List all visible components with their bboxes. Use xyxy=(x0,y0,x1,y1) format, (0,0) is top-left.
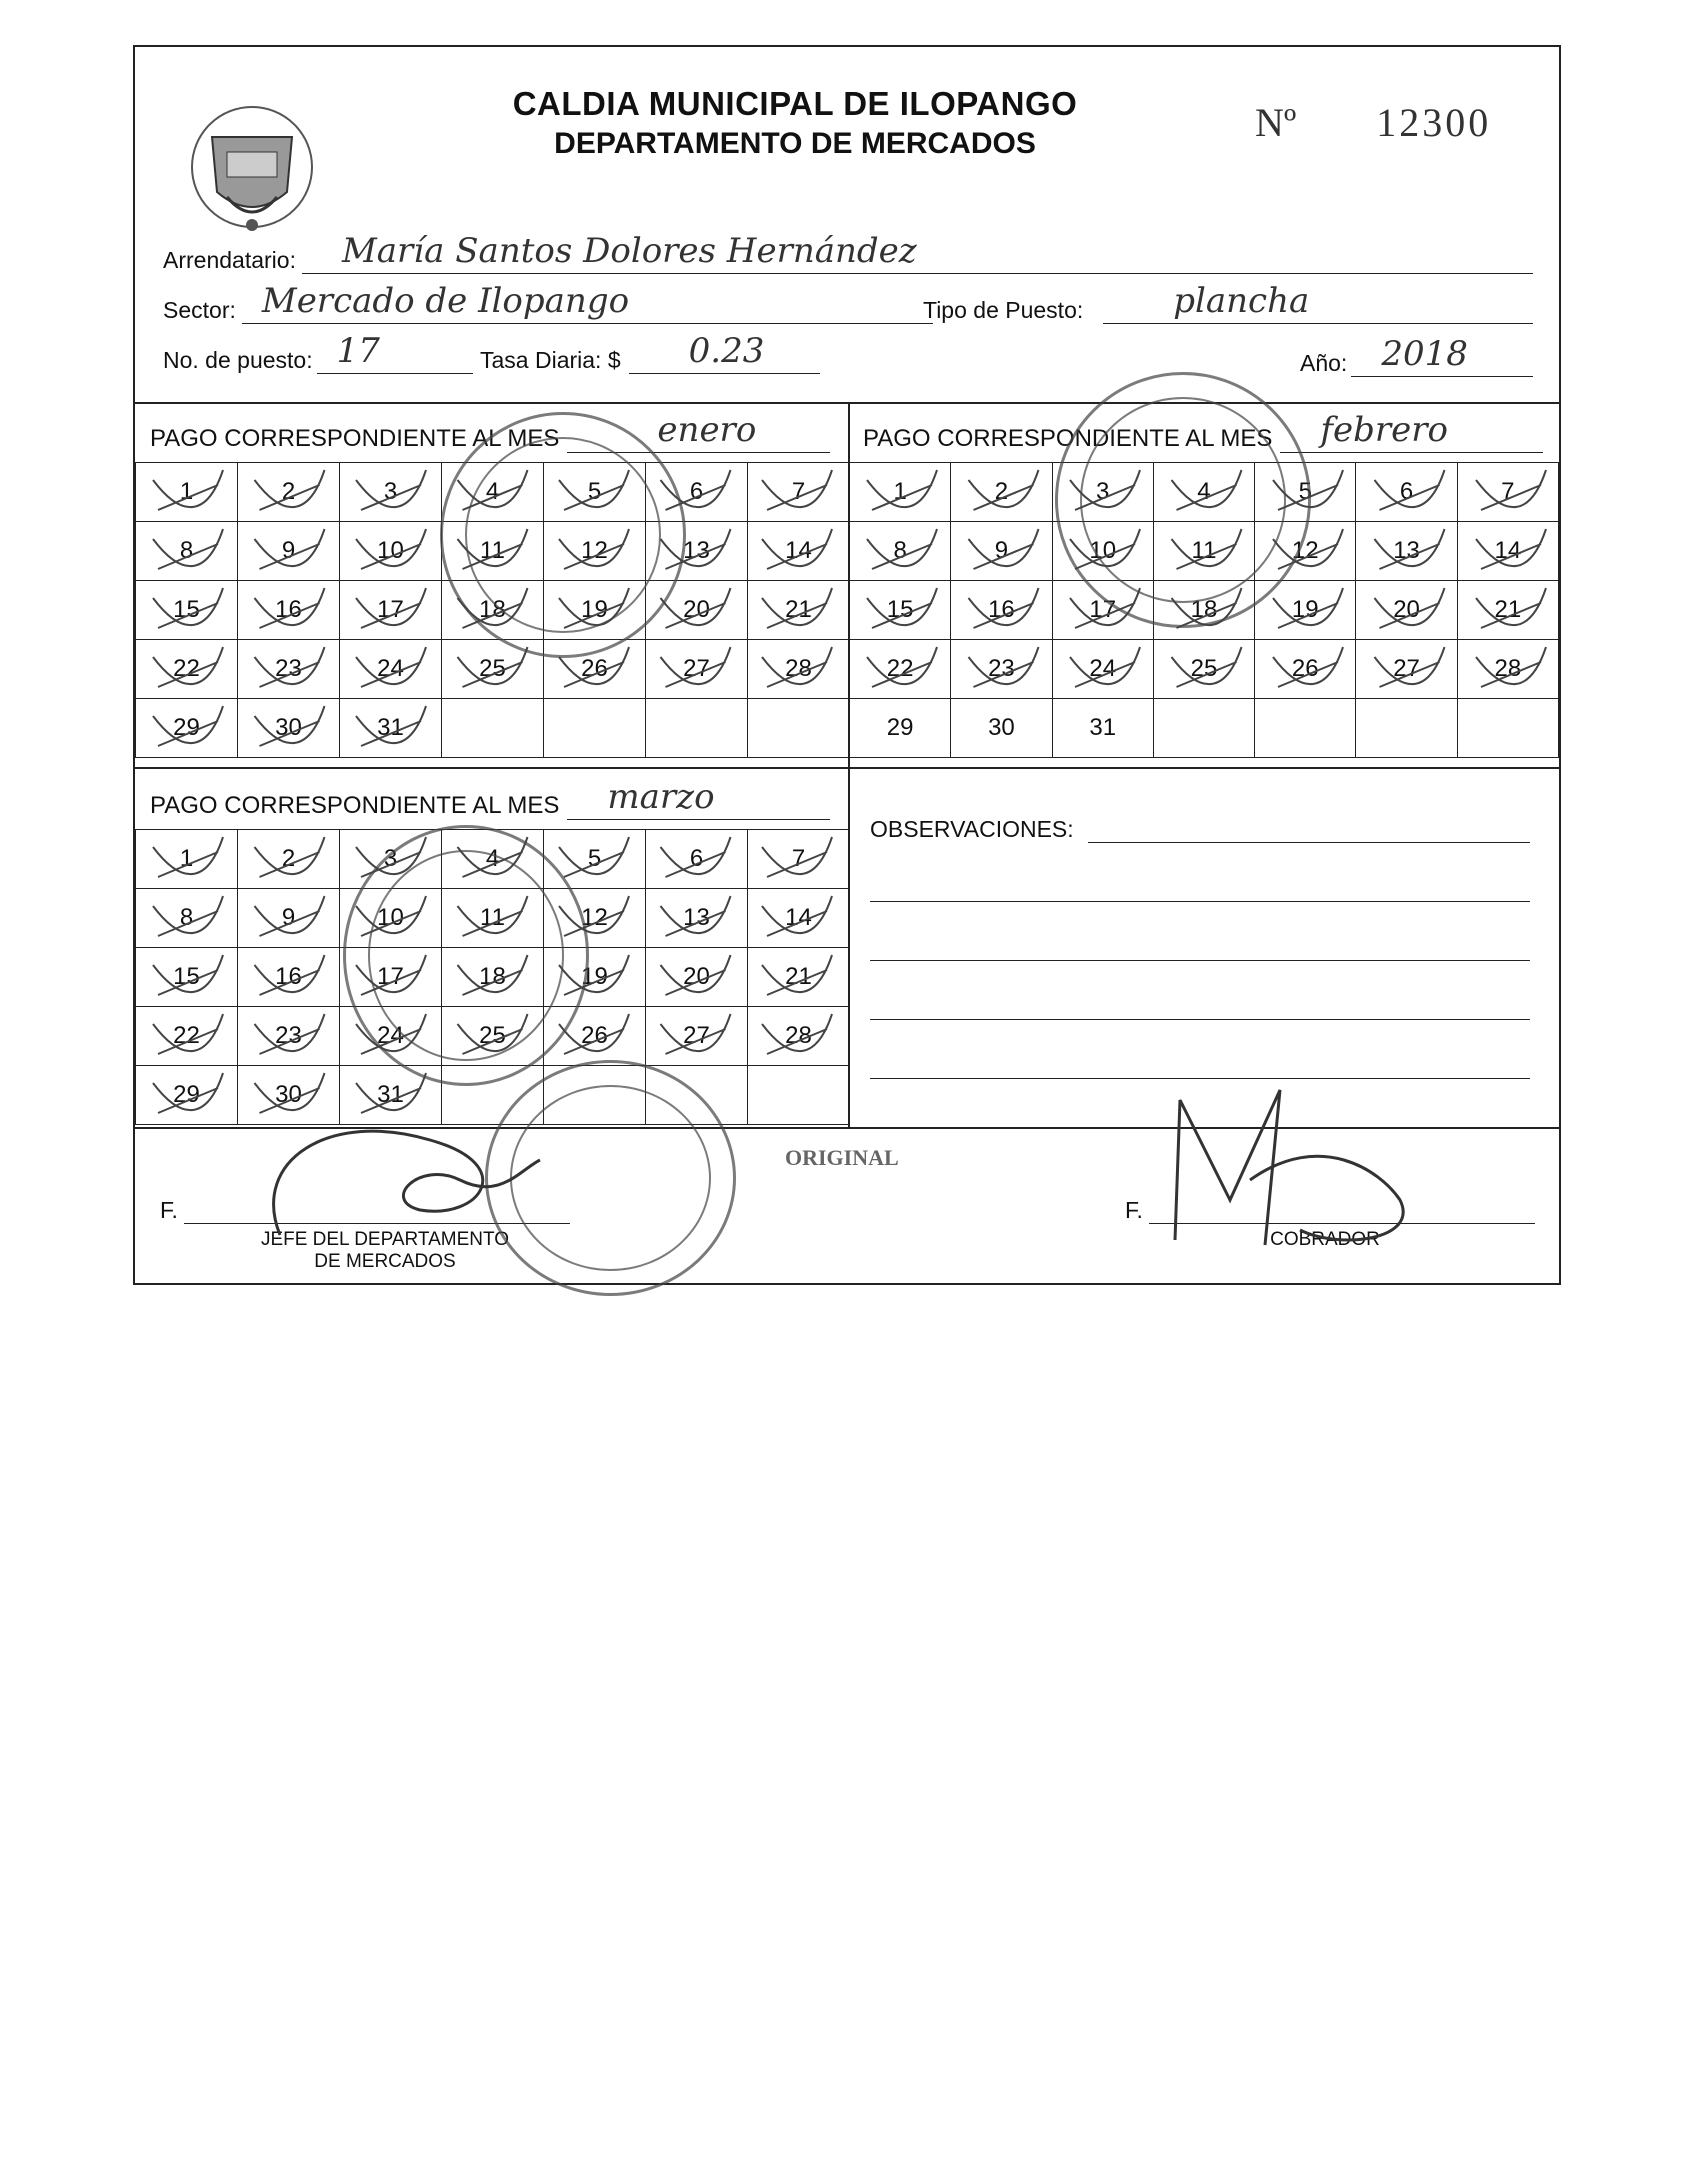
arrendatario-label: Arrendatario: xyxy=(163,247,296,273)
stamp-cancelado-2-icon xyxy=(1055,372,1311,628)
day-cell-2-18[interactable]: 18 xyxy=(1153,581,1254,640)
day-cell-2-31[interactable]: 31 xyxy=(1052,699,1153,758)
day-cell-1-empty[interactable] xyxy=(646,699,748,758)
day-cell-3-8[interactable]: 8 xyxy=(136,889,238,948)
month-value-3: marzo xyxy=(607,777,715,817)
day-cell-2-6[interactable]: 6 xyxy=(1356,463,1457,522)
day-cell-3-29[interactable]: 29 xyxy=(136,1066,238,1125)
day-cell-3-13[interactable]: 13 xyxy=(646,889,748,948)
day-cell-1-3[interactable]: 3 xyxy=(340,463,442,522)
day-cell-2-20[interactable]: 20 xyxy=(1356,581,1457,640)
day-cell-2-14[interactable]: 14 xyxy=(1457,522,1558,581)
day-cell-1-12[interactable]: 12 xyxy=(544,522,646,581)
divider-bottom xyxy=(135,1127,1559,1129)
divider-top xyxy=(135,402,1559,404)
day-cell-2-2[interactable]: 2 xyxy=(951,463,1052,522)
arrendatario-value: María Santos Dolores Hernández xyxy=(341,231,917,271)
day-cell-1-empty[interactable] xyxy=(442,699,544,758)
day-cell-1-10[interactable]: 10 xyxy=(340,522,442,581)
observaciones-field-4[interactable] xyxy=(870,961,1530,1020)
stamp-cancelado-1-icon xyxy=(440,412,686,658)
day-cell-3-22[interactable]: 22 xyxy=(136,1007,238,1066)
observaciones-field-5[interactable] xyxy=(870,1020,1530,1079)
anio-row xyxy=(1300,334,1533,377)
day-cell-1-7[interactable]: 7 xyxy=(748,463,850,522)
day-cell-1-23[interactable]: 23 xyxy=(238,640,340,699)
day-cell-3-10[interactable]: 10 xyxy=(340,889,442,948)
puesto-value: 17 xyxy=(336,331,380,371)
day-cell-1-2[interactable]: 2 xyxy=(238,463,340,522)
day-cell-1-18[interactable]: 18 xyxy=(442,581,544,640)
observaciones-field-3[interactable] xyxy=(870,902,1530,961)
divider-middle xyxy=(135,767,1559,769)
jefe-caption-2: DE MERCADOS xyxy=(314,1251,456,1272)
day-cell-2-11[interactable]: 11 xyxy=(1153,522,1254,581)
day-cell-1-11[interactable]: 11 xyxy=(442,522,544,581)
day-cell-3-4[interactable]: 4 xyxy=(442,830,544,889)
day-cell-2-24[interactable]: 24 xyxy=(1052,640,1153,699)
observaciones-field-2[interactable] xyxy=(870,843,1530,902)
day-cell-2-3[interactable]: 3 xyxy=(1052,463,1153,522)
arrendatario-field[interactable] xyxy=(302,231,1533,274)
number-value: 12300 xyxy=(1376,100,1492,145)
month-label-3 xyxy=(150,777,830,820)
day-cell-2-16[interactable]: 16 xyxy=(951,581,1052,640)
day-cell-2-22[interactable]: 22 xyxy=(850,640,951,699)
day-cell-2-empty[interactable] xyxy=(1255,699,1356,758)
day-cell-3-28[interactable]: 28 xyxy=(748,1007,850,1066)
day-cell-1-4[interactable]: 4 xyxy=(442,463,544,522)
tasa-row xyxy=(480,331,820,374)
observaciones-label: OBSERVACIONES: xyxy=(870,816,1074,842)
tasa-label: Tasa Diaria: $ xyxy=(480,347,621,373)
number-label: Nº xyxy=(1255,100,1297,145)
tipo-value: plancha xyxy=(1173,281,1310,321)
day-cell-3-16[interactable]: 16 xyxy=(238,948,340,1007)
day-cell-1-30[interactable]: 30 xyxy=(238,699,340,758)
day-cell-1-22[interactable]: 22 xyxy=(136,640,238,699)
day-cell-1-6[interactable]: 6 xyxy=(646,463,748,522)
day-cell-1-20[interactable]: 20 xyxy=(646,581,748,640)
day-cell-1-9[interactable]: 9 xyxy=(238,522,340,581)
month-field-2[interactable] xyxy=(1280,410,1543,453)
day-cell-1-24[interactable]: 24 xyxy=(340,640,442,699)
day-cell-3-23[interactable]: 23 xyxy=(238,1007,340,1066)
day-cell-3-3[interactable]: 3 xyxy=(340,830,442,889)
day-cell-1-19[interactable]: 19 xyxy=(544,581,646,640)
municipal-seal-icon xyxy=(187,97,317,237)
day-cell-3-19[interactable]: 19 xyxy=(544,948,646,1007)
day-cell-2-4[interactable]: 4 xyxy=(1153,463,1254,522)
day-cell-1-17[interactable]: 17 xyxy=(340,581,442,640)
observaciones-field-1[interactable] xyxy=(1088,816,1530,843)
municipality-title: CALDIA MUNICIPAL DE ILOPANGO xyxy=(512,85,1078,122)
day-cell-1-1[interactable]: 1 xyxy=(136,463,238,522)
jefe-caption xyxy=(235,1229,535,1273)
day-cell-3-17[interactable]: 17 xyxy=(340,948,442,1007)
month-label-text-2: PAGO CORRESPONDIENTE AL MES xyxy=(863,425,1273,452)
day-cell-1-empty[interactable] xyxy=(544,699,646,758)
day-cell-2-29[interactable]: 29 xyxy=(850,699,951,758)
observaciones-row xyxy=(870,807,1530,843)
jefe-caption-1: JEFE DEL DEPARTAMENTO xyxy=(260,1229,510,1250)
month-label-text-3: PAGO CORRESPONDIENTE AL MES xyxy=(150,792,560,819)
day-cell-2-empty[interactable] xyxy=(1153,699,1254,758)
day-cell-1-21[interactable]: 21 xyxy=(748,581,850,640)
day-cell-3-24[interactable]: 24 xyxy=(340,1007,442,1066)
stamp-cancelado-3-icon xyxy=(343,825,589,1086)
day-cell-1-5[interactable]: 5 xyxy=(544,463,646,522)
sector-row xyxy=(163,281,933,324)
day-cell-1-8[interactable]: 8 xyxy=(136,522,238,581)
day-cell-1-13[interactable]: 13 xyxy=(646,522,748,581)
day-cell-3-27[interactable]: 27 xyxy=(646,1007,748,1066)
day-cell-2-1[interactable]: 1 xyxy=(850,463,951,522)
day-cell-3-18[interactable]: 18 xyxy=(442,948,544,1007)
tipo-row xyxy=(923,281,1533,324)
day-cell-2-12[interactable]: 12 xyxy=(1255,522,1356,581)
puesto-field[interactable] xyxy=(317,331,473,374)
puesto-row xyxy=(163,331,473,374)
month-label-text-1: PAGO CORRESPONDIENTE AL MES xyxy=(150,425,560,452)
original-mark: ORIGINAL xyxy=(785,1145,899,1170)
day-cell-1-28[interactable]: 28 xyxy=(748,640,850,699)
day-cell-2-19[interactable]: 19 xyxy=(1255,581,1356,640)
day-cell-2-23[interactable]: 23 xyxy=(951,640,1052,699)
day-cell-2-13[interactable]: 13 xyxy=(1356,522,1457,581)
day-cell-3-26[interactable]: 26 xyxy=(544,1007,646,1066)
day-cell-3-21[interactable]: 21 xyxy=(748,948,850,1007)
day-cell-2-15[interactable]: 15 xyxy=(850,581,951,640)
tipo-field[interactable] xyxy=(1103,281,1533,324)
arrendatario-row xyxy=(163,231,1533,274)
day-cell-2-26[interactable]: 26 xyxy=(1255,640,1356,699)
cobrador-signature-row xyxy=(1125,1197,1535,1224)
tipo-label: Tipo de Puesto: xyxy=(923,297,1084,323)
form-header xyxy=(495,85,1095,161)
day-cell-2-21[interactable]: 21 xyxy=(1457,581,1558,640)
tasa-field[interactable] xyxy=(629,331,820,374)
puesto-label: No. de puesto: xyxy=(163,347,313,373)
day-cell-3-11[interactable]: 11 xyxy=(442,889,544,948)
day-cell-3-7[interactable]: 7 xyxy=(748,830,850,889)
day-cell-1-16[interactable]: 16 xyxy=(238,581,340,640)
day-cell-2-empty[interactable] xyxy=(1457,699,1558,758)
day-cell-3-6[interactable]: 6 xyxy=(646,830,748,889)
day-cell-1-14[interactable]: 14 xyxy=(748,522,850,581)
day-cell-3-30[interactable]: 30 xyxy=(238,1066,340,1125)
day-cell-2-28[interactable]: 28 xyxy=(1457,640,1558,699)
tasa-value: 0.23 xyxy=(688,331,765,371)
stamp-municipal-icon xyxy=(485,1060,736,1296)
day-cell-3-31[interactable]: 31 xyxy=(340,1066,442,1125)
day-cell-1-27[interactable]: 27 xyxy=(646,640,748,699)
payment-card-form xyxy=(133,45,1561,1285)
day-cell-2-9[interactable]: 9 xyxy=(951,522,1052,581)
form-number xyxy=(1255,99,1491,146)
day-cell-2-8[interactable]: 8 xyxy=(850,522,951,581)
day-cell-1-31[interactable]: 31 xyxy=(340,699,442,758)
observaciones-block xyxy=(870,807,1530,1079)
day-cell-3-9[interactable]: 9 xyxy=(238,889,340,948)
day-cell-1-15[interactable]: 15 xyxy=(136,581,238,640)
month-field-3[interactable] xyxy=(567,777,830,820)
anio-label: Año: xyxy=(1300,350,1348,376)
cobrador-prefix: F. xyxy=(1125,1197,1143,1223)
day-cell-3-1[interactable]: 1 xyxy=(136,830,238,889)
month-value-1: enero xyxy=(657,410,757,450)
jefe-prefix: F. xyxy=(160,1197,178,1223)
sector-label: Sector: xyxy=(163,297,236,323)
day-cell-1-empty[interactable] xyxy=(748,699,850,758)
day-cell-3-5[interactable]: 5 xyxy=(544,830,646,889)
day-cell-2-30[interactable]: 30 xyxy=(951,699,1052,758)
day-cell-2-17[interactable]: 17 xyxy=(1052,581,1153,640)
cobrador-signature-field[interactable] xyxy=(1149,1197,1535,1224)
day-cell-1-26[interactable]: 26 xyxy=(544,640,646,699)
sector-field[interactable] xyxy=(242,281,933,324)
day-cell-2-7[interactable]: 7 xyxy=(1457,463,1558,522)
day-cell-3-14[interactable]: 14 xyxy=(748,889,850,948)
day-cell-3-20[interactable]: 20 xyxy=(646,948,748,1007)
day-cell-2-25[interactable]: 25 xyxy=(1153,640,1254,699)
cobrador-caption: COBRADOR xyxy=(1270,1229,1380,1250)
day-cell-2-10[interactable]: 10 xyxy=(1052,522,1153,581)
day-cell-3-empty[interactable] xyxy=(748,1066,850,1125)
day-cell-3-25[interactable]: 25 xyxy=(442,1007,544,1066)
day-cell-3-12[interactable]: 12 xyxy=(544,889,646,948)
day-cell-1-29[interactable]: 29 xyxy=(136,699,238,758)
anio-field[interactable] xyxy=(1351,334,1533,377)
day-cell-2-27[interactable]: 27 xyxy=(1356,640,1457,699)
day-cell-3-15[interactable]: 15 xyxy=(136,948,238,1007)
day-cell-2-5[interactable]: 5 xyxy=(1255,463,1356,522)
sector-value: Mercado de Ilopango xyxy=(261,281,630,321)
day-cell-2-empty[interactable] xyxy=(1356,699,1457,758)
anio-value: 2018 xyxy=(1381,334,1468,374)
department-subtitle: DEPARTAMENTO DE MERCADOS xyxy=(554,127,1036,160)
day-cell-3-2[interactable]: 2 xyxy=(238,830,340,889)
month-value-2: febrero xyxy=(1320,410,1448,450)
day-cell-1-25[interactable]: 25 xyxy=(442,640,544,699)
